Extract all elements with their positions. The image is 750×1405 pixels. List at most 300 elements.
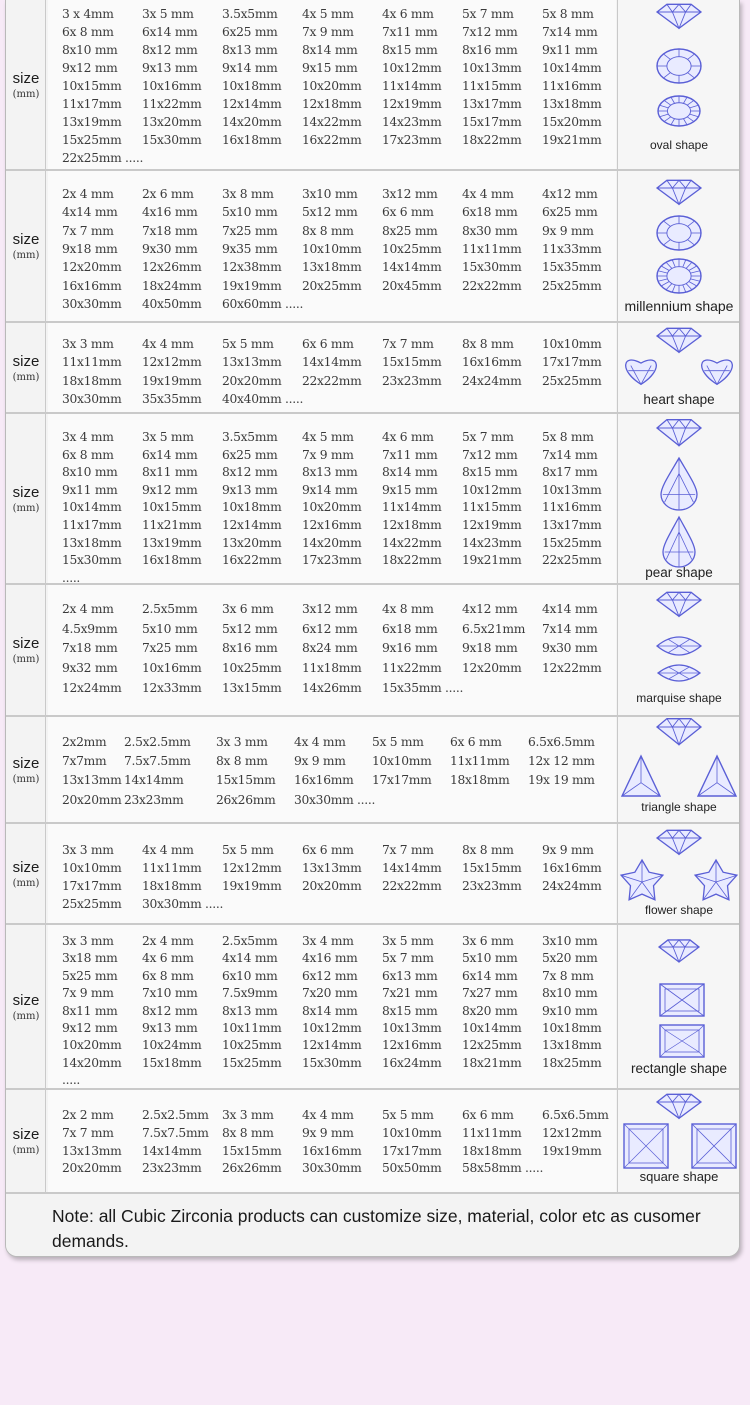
size-label-text: size — [12, 635, 40, 652]
size-row — [62, 843, 622, 861]
size-value: 5x12 mm — [222, 621, 278, 636]
section-heart — [6, 323, 739, 414]
size-value: 8x24 mm — [302, 641, 358, 656]
size-value: 10x10mm — [382, 1125, 442, 1140]
shape-caption: marquise shape — [636, 691, 722, 705]
size-value: 11x16mm — [542, 79, 602, 93]
size-value: 16x18mm — [142, 553, 202, 568]
size-value: 3x 4 mm — [62, 430, 114, 444]
size-value: 10x24mm — [142, 1038, 202, 1053]
size-value: 18x18mm — [142, 879, 202, 893]
size-row — [62, 622, 622, 640]
shape-caption: oval shape — [649, 138, 709, 152]
unit-label-text: (mm) — [12, 1145, 40, 1156]
size-value: 15x25mm — [62, 133, 122, 147]
size-value: 50x50mm — [382, 1161, 442, 1176]
size-value: 8x12 mm — [142, 43, 198, 57]
size-value: 9x 9 mm — [302, 1125, 354, 1140]
size-value: 24x24mm — [462, 373, 522, 388]
size-value: 8x11 mm — [62, 1003, 118, 1018]
size-row — [62, 1161, 622, 1179]
size-value: 9x12 mm — [62, 61, 118, 75]
size-value: 3x 5 mm — [142, 430, 194, 444]
size-value: 4x 5 mm — [302, 430, 354, 444]
size-value: 7x25 mm — [222, 223, 278, 238]
oval-top-icon — [657, 49, 701, 83]
size-value: 2x 4 mm — [142, 934, 194, 948]
size-value: 8x13 mm — [222, 1003, 278, 1018]
size-value: 3x12 mm — [302, 602, 358, 616]
size-value: 8x14 mm — [382, 465, 438, 480]
size-value: 2x 4 mm — [62, 187, 114, 201]
size-value: 4x 6 mm — [382, 7, 434, 21]
size-value: 14x20mm — [302, 535, 362, 550]
size-value: 9x18 mm — [62, 241, 118, 256]
size-row — [62, 1038, 622, 1056]
size-value: 3x10 mm — [302, 187, 358, 201]
size-value: 9x14 mm — [302, 482, 358, 497]
size-value: 10x12mm — [302, 1021, 362, 1035]
size-value: 3x 3 mm — [222, 1108, 274, 1122]
size-value: 13x17mm — [462, 97, 522, 111]
shape-caption: heart shape — [643, 392, 715, 407]
size-value: 12x22mm — [542, 661, 602, 676]
size-value: 10x12mm — [382, 61, 442, 75]
size-value: 16x16mm — [302, 1143, 362, 1158]
size-value: 8x15 mm — [462, 465, 518, 480]
size-value: 9x12 mm — [62, 1021, 118, 1035]
size-value: 13x13mm — [62, 773, 122, 788]
size-value: 8x 8 mm — [216, 754, 268, 769]
size-value: 13x17mm — [542, 518, 602, 532]
size-row — [62, 392, 622, 410]
size-value: 6x12 mm — [302, 968, 358, 983]
size-value: 15x17mm — [462, 115, 522, 129]
size-value: 9x14 mm — [222, 61, 278, 75]
size-row — [62, 735, 622, 753]
size-value: 9x13 mm — [142, 1021, 198, 1035]
size-label-text: size — [12, 754, 40, 772]
size-value: 18x25mm — [542, 1055, 602, 1070]
size-value: 14x22mm — [382, 535, 442, 550]
size-value: 11x15mm — [462, 500, 522, 515]
size-value: 5x10 mm — [462, 951, 518, 966]
size-value: 13x20mm — [142, 115, 202, 129]
size-value: 8x16 mm — [222, 641, 278, 656]
size-value: 15x35mm — [542, 260, 602, 275]
size-value: 13x15mm — [222, 680, 282, 695]
size-value: 8x12 mm — [222, 465, 278, 480]
size-value: 11x15mm — [462, 79, 522, 93]
size-value: 9x30 mm — [542, 641, 598, 656]
oval-crown-icon — [657, 4, 701, 28]
millennium-shape-illustration — [617, 171, 739, 321]
size-value: 15x20mm — [542, 115, 602, 129]
size-grid — [48, 414, 616, 583]
size-value: 13x18mm — [62, 535, 122, 550]
size-value: 7x 8 mm — [542, 968, 594, 983]
size-value: 6x18 mm — [462, 205, 518, 220]
size-row — [62, 661, 622, 679]
size-value: 18x21mm — [462, 1055, 522, 1070]
size-value: 18x22mm — [462, 133, 522, 147]
size-row — [62, 260, 622, 278]
size-value: 20x20mm — [302, 879, 362, 893]
size-row — [62, 500, 622, 518]
size-value: 4x 4 mm — [294, 735, 346, 749]
size-value: 19x19mm — [222, 879, 282, 893]
size-value: 13x18mm — [542, 1038, 602, 1053]
rectangle-top-icon — [660, 984, 704, 1016]
size-value: 11x17mm — [62, 97, 122, 111]
size-value: 14x14mm — [382, 861, 442, 875]
unit-label-text: (mm) — [12, 1010, 40, 1022]
size-label-text: size — [12, 352, 40, 370]
pear-shape-illustration — [617, 414, 739, 583]
size-value: 8x14 mm — [302, 1003, 358, 1018]
size-row — [62, 187, 622, 205]
size-value: 5x12 mm — [302, 205, 358, 220]
size-value: 4x 4 mm — [302, 1108, 354, 1122]
size-value: 4x14 mm — [62, 205, 118, 220]
size-value: 12x14mm — [222, 97, 282, 111]
size-value: 10x20mm — [62, 1038, 122, 1053]
marquise-top-icon — [657, 637, 701, 655]
size-value: 7x 9 mm — [302, 447, 354, 462]
size-value: 9x16 mm — [382, 641, 438, 656]
rectangle-face-icon — [660, 1025, 704, 1057]
size-value: 6.5x6.5mm — [528, 735, 595, 749]
size-value: 7x12 mm — [462, 25, 518, 39]
size-value: 7x10 mm — [142, 986, 198, 1001]
size-value: 9x 9 mm — [542, 843, 594, 857]
size-label-text: size — [12, 483, 40, 501]
size-value: 14x14mm — [124, 773, 184, 788]
size-row — [62, 986, 622, 1004]
size-value: 22x22mm — [302, 373, 362, 388]
size-value: 18x24mm — [142, 278, 202, 293]
size-value: 6.5x21mm — [462, 621, 526, 636]
size-value: 10x25mm — [382, 241, 442, 256]
size-value: 6x 8 mm — [62, 447, 114, 462]
size-value: 11x11mm — [142, 861, 202, 875]
size-label — [6, 717, 46, 822]
size-value: 2x2mm — [62, 735, 107, 749]
size-grid — [48, 323, 616, 412]
size-value: 5x 8 mm — [542, 7, 594, 21]
size-value: 13x19mm — [62, 115, 122, 129]
size-row — [62, 754, 622, 772]
size-value: 7x25 mm — [142, 641, 198, 656]
size-value: 11x22mm — [382, 661, 442, 676]
size-value: 10x18mm — [222, 500, 282, 515]
size-value: 22x25mm — [542, 553, 602, 568]
size-value: 8x15 mm — [382, 43, 438, 57]
triangle-left-icon — [622, 756, 660, 796]
triangle-right-icon — [698, 756, 736, 796]
section-triangle — [6, 717, 739, 824]
size-value: 5x 5 mm — [222, 337, 274, 351]
size-value: 4x14 mm — [542, 602, 598, 616]
size-value: 6x 6 mm — [382, 205, 434, 220]
size-value: 12x19mm — [382, 97, 442, 111]
size-value: 14x26mm — [302, 680, 362, 695]
size-row — [62, 151, 622, 169]
size-value: 14x14mm — [382, 260, 442, 275]
size-value: 3x 4 mm — [302, 934, 354, 948]
size-value: 12x 12 mm — [528, 754, 595, 769]
size-value: 16x24mm — [382, 1055, 442, 1070]
size-value: 15x15mm — [462, 861, 522, 875]
size-value: 10x14mm — [62, 500, 122, 515]
size-label — [6, 414, 46, 583]
size-value: 14x23mm — [462, 535, 522, 550]
size-value: 30x30mm ..... — [142, 897, 224, 911]
size-value: 13x13mm — [302, 861, 362, 875]
size-value: 3x12 mm — [382, 187, 438, 201]
size-value: 9x 9 mm — [294, 754, 346, 769]
flower-shape-illustration — [617, 824, 739, 923]
size-row — [62, 115, 622, 133]
pear-face-icon — [663, 517, 695, 567]
size-value: 7x 7 mm — [62, 1125, 114, 1140]
size-value: 16x22mm — [302, 133, 362, 147]
size-value: 16x22mm — [222, 553, 282, 568]
size-value: 13x18mm — [302, 260, 362, 275]
shape-caption: rectangle shape — [630, 1061, 728, 1076]
marquise-shape-illustration — [617, 585, 739, 715]
unit-label-text: (mm) — [12, 371, 40, 383]
size-value: 8x20 mm — [462, 1003, 518, 1018]
size-value: ..... — [62, 570, 81, 585]
size-value: 8x12 mm — [142, 1003, 198, 1018]
rectangle-shape-illustration — [617, 925, 739, 1088]
size-value: 9x35 mm — [222, 241, 278, 256]
oval-face-icon — [658, 96, 700, 126]
size-label — [6, 171, 46, 321]
size-value: 12x20mm — [462, 661, 522, 676]
size-value: 3.5x5mm — [222, 7, 278, 21]
size-row — [62, 1126, 622, 1144]
size-value: 17x17mm — [382, 1143, 442, 1158]
size-value: 3x10 mm — [542, 934, 598, 948]
size-value: 11x11mm — [462, 241, 522, 256]
size-label — [6, 0, 46, 169]
size-row — [62, 602, 622, 620]
size-value: 20x45mm — [382, 278, 442, 293]
size-value: 7x14 mm — [542, 447, 598, 462]
size-row — [62, 793, 622, 811]
size-value: 9x13 mm — [142, 61, 198, 75]
size-value: 6x14 mm — [462, 968, 518, 983]
size-value: 22x22mm — [382, 879, 442, 893]
size-value: 8x 8 mm — [462, 337, 514, 351]
size-label-text: size — [12, 991, 40, 1009]
size-value: 12x14mm — [222, 518, 282, 532]
size-value: 58x58mm ..... — [462, 1161, 544, 1176]
size-grid — [48, 824, 616, 923]
size-value: 18x22mm — [382, 553, 442, 568]
size-row — [62, 465, 622, 483]
flower-left-icon — [621, 860, 663, 900]
size-value: 13x18mm — [542, 97, 602, 111]
size-value: 10x10mm — [62, 861, 122, 875]
size-value: 12x19mm — [462, 518, 522, 532]
size-row — [62, 448, 622, 466]
size-value: 5x10 mm — [142, 621, 198, 636]
size-value: 25x25mm — [62, 897, 122, 911]
size-value: 15x15mm — [382, 355, 442, 370]
size-value: 30x30mm — [62, 391, 122, 406]
size-label — [6, 1090, 46, 1192]
size-row — [62, 374, 622, 392]
unit-label-text: (mm) — [12, 502, 40, 514]
section-square — [6, 1090, 739, 1194]
size-value: 3x 3 mm — [216, 735, 268, 749]
size-row — [62, 355, 622, 373]
size-value: 10x20mm — [302, 500, 362, 515]
size-value: 19x19mm — [542, 1143, 602, 1158]
size-value: 6x 6 mm — [462, 1108, 514, 1122]
millennium-top-icon — [657, 216, 701, 250]
size-value: 9x12 mm — [142, 482, 198, 497]
size-value: 3 x 4mm — [62, 7, 114, 21]
size-row — [62, 430, 622, 448]
size-value: 9x30 mm — [142, 241, 198, 256]
size-value: 7x21 mm — [382, 986, 438, 1001]
size-value: 14x23mm — [382, 115, 442, 129]
size-value: 15x30mm — [142, 133, 202, 147]
size-value: 4x12 mm — [542, 187, 598, 201]
size-value: 3.5x5mm — [222, 430, 278, 444]
size-value: 3x 6 mm — [462, 934, 514, 948]
size-value: 22x22mm — [462, 278, 522, 293]
size-label — [6, 824, 46, 923]
size-value: 7x7mm — [62, 754, 107, 769]
size-value: 23x23mm — [462, 879, 522, 893]
size-value: 12x18mm — [302, 97, 362, 111]
size-row — [62, 7, 622, 25]
size-row — [62, 224, 622, 242]
size-value: 3x 3 mm — [62, 934, 114, 948]
size-value: 6x 6 mm — [302, 337, 354, 351]
size-value: 15x30mm — [462, 260, 522, 275]
size-row — [62, 536, 622, 554]
size-value: 23x23mm — [142, 1161, 202, 1176]
size-row — [62, 297, 622, 315]
size-row — [62, 518, 622, 536]
size-row — [62, 1021, 622, 1039]
size-value: 5x20 mm — [542, 951, 598, 966]
unit-label-text: (mm) — [12, 877, 40, 889]
size-value: 5x 8 mm — [542, 430, 594, 444]
size-value: 4x 6 mm — [382, 430, 434, 444]
size-value: 2.5x2.5mm — [124, 735, 191, 749]
size-row — [62, 43, 622, 61]
size-value: 7x 7 mm — [62, 223, 114, 238]
size-value: 30x30mm ..... — [294, 792, 376, 807]
size-value: 6x25 mm — [222, 447, 278, 462]
size-value: 16x16mm — [462, 355, 522, 370]
size-value: 16x16mm — [542, 861, 602, 875]
size-value: 15x18mm — [142, 1055, 202, 1070]
size-value: 15x15mm — [216, 773, 276, 788]
oval-shape-illustration — [617, 0, 739, 169]
size-row — [62, 969, 622, 987]
size-value: 11x14mm — [382, 500, 442, 515]
size-value: 4x 6 mm — [142, 951, 194, 966]
size-value: 7x 9 mm — [62, 986, 114, 1001]
size-value: 4x12 mm — [462, 602, 518, 616]
size-row — [62, 279, 622, 297]
size-value: 6x14 mm — [142, 447, 198, 462]
size-value: 5x 7 mm — [462, 430, 514, 444]
size-value: 7x14 mm — [542, 621, 598, 636]
shape-caption: triangle shape — [641, 800, 717, 814]
size-label — [6, 323, 46, 412]
size-value: 17x17mm — [372, 773, 432, 788]
size-value: 4x 4 mm — [142, 843, 194, 857]
size-chart — [5, 0, 740, 1257]
size-value: 18x18mm — [62, 373, 122, 388]
size-value: 14x14mm — [302, 355, 362, 370]
size-value: 5x 5 mm — [382, 1108, 434, 1122]
size-value: 12x16mm — [382, 1038, 442, 1053]
square-crown-icon — [657, 1094, 701, 1118]
size-value: 8x 8 mm — [462, 843, 514, 857]
size-value: 15x30mm — [302, 1055, 362, 1070]
size-value: 7x18 mm — [142, 223, 198, 238]
size-value: 40x50mm — [142, 296, 202, 311]
square-right-icon — [692, 1124, 736, 1168]
size-value: 3x 6 mm — [222, 602, 274, 616]
size-value: 10x10mm — [302, 241, 362, 256]
size-value: 9x11 mm — [542, 43, 598, 57]
flower-crown-icon — [657, 830, 701, 854]
size-value: 9x 9 mm — [542, 223, 594, 238]
size-row — [62, 1073, 622, 1091]
section-pear — [6, 414, 739, 585]
size-value: 19x19mm — [222, 278, 282, 293]
size-value: 15x35mm ..... — [382, 680, 464, 695]
size-value: 9x11 mm — [62, 482, 118, 497]
size-value: ..... — [62, 1073, 81, 1088]
size-grid — [48, 0, 616, 169]
size-value: 7x11 mm — [382, 25, 438, 39]
size-row — [62, 773, 622, 791]
triangle-crown-icon — [657, 719, 701, 745]
size-value: 11x16mm — [542, 500, 602, 515]
size-value: 6.5x6.5mm — [542, 1108, 609, 1122]
size-row — [62, 483, 622, 501]
size-row — [62, 25, 622, 43]
note-panel — [6, 1194, 739, 1256]
size-value: 6x 8 mm — [142, 968, 194, 983]
size-value: 8x15 mm — [382, 1003, 438, 1018]
size-value: 20x25mm — [302, 278, 362, 293]
size-value: 4x 5 mm — [302, 7, 354, 21]
size-value: 17x23mm — [382, 133, 442, 147]
size-value: 6x12 mm — [302, 621, 358, 636]
size-value: 20x20mm — [62, 1161, 122, 1176]
size-row — [62, 242, 622, 260]
size-value: 10x16mm — [142, 661, 202, 676]
heart-shape-illustration — [617, 323, 739, 412]
size-row — [62, 861, 622, 879]
pear-top-icon — [661, 458, 697, 510]
size-value: 5x 7 mm — [382, 951, 434, 966]
size-value: 12x25mm — [462, 1038, 522, 1053]
